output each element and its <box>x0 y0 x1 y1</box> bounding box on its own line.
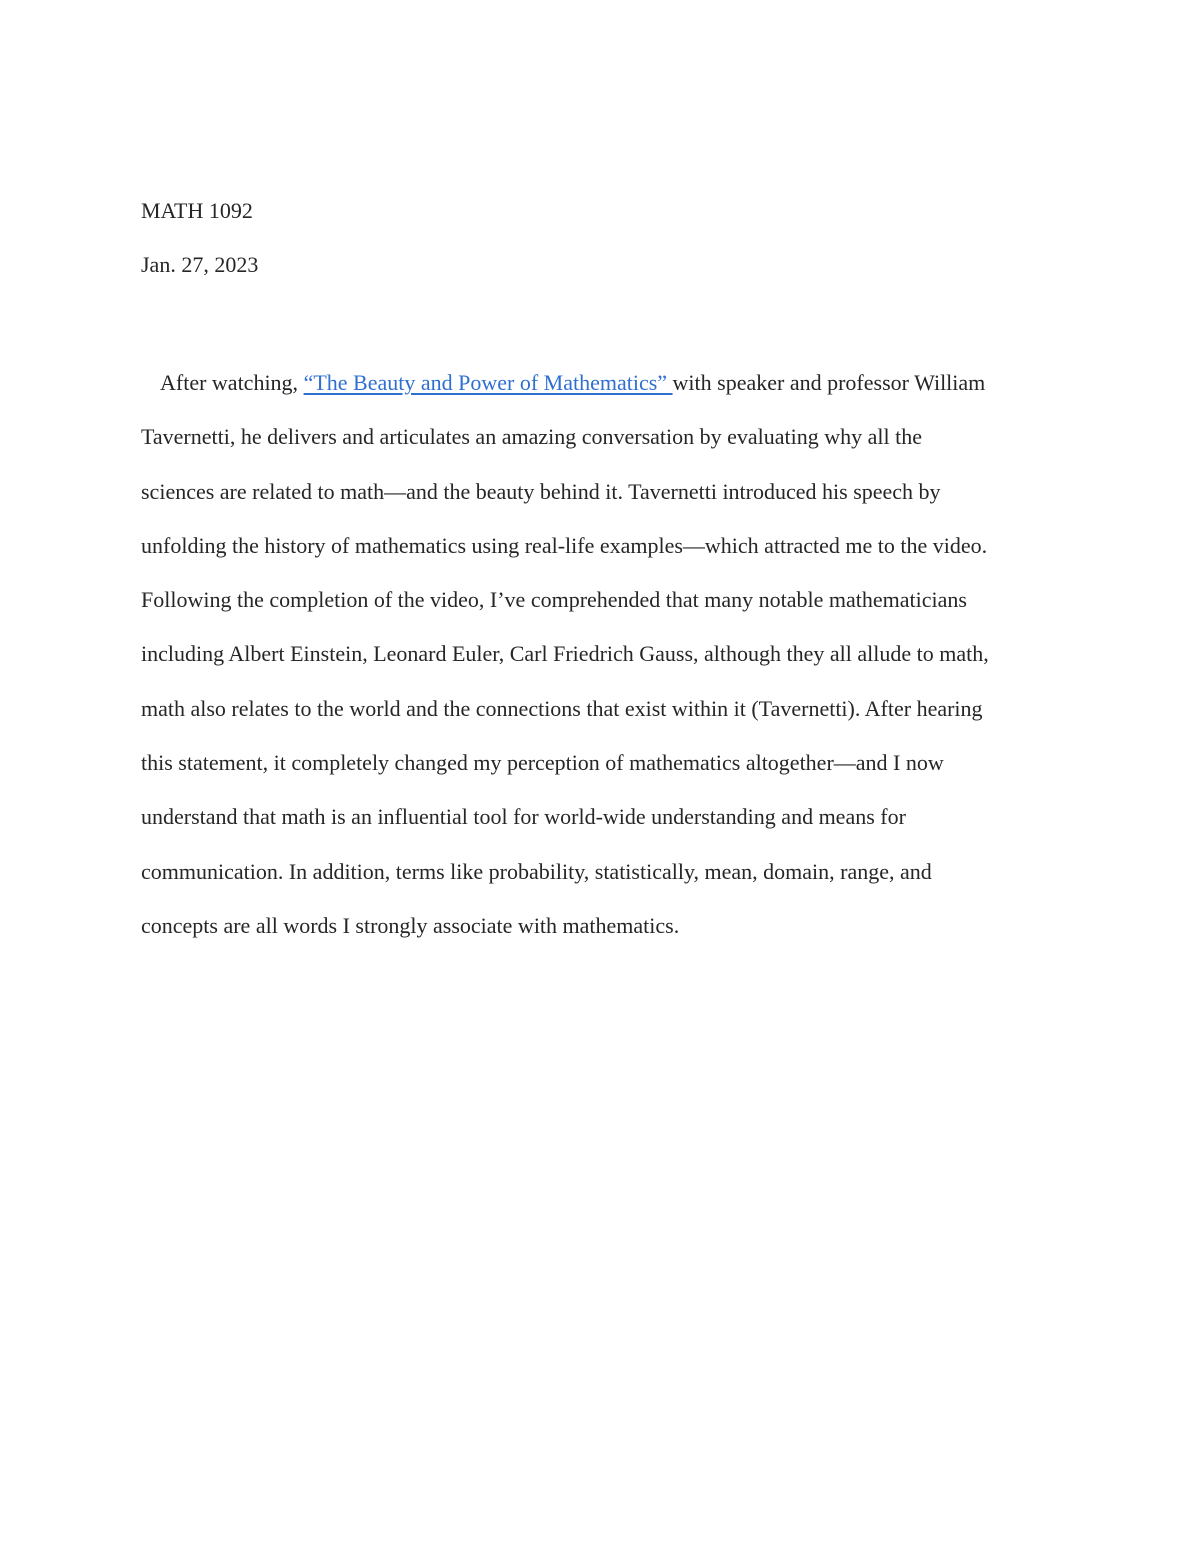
video-title-link[interactable]: “The Beauty and Power of Mathematics” <box>303 370 673 395</box>
paragraph-text: with speaker and professor William <box>672 370 986 395</box>
date-heading: Jan. 27, 2023 <box>141 252 259 277</box>
paragraph-line: Tavernetti, he delivers and articulates an amazing conversation by evaluating why all the <box>141 424 922 450</box>
paragraph-line: unfolding the history of mathematics using real-life examples—which attracted me to the video. <box>141 532 988 558</box>
paragraph-line: math also relates to the world and the connections that exist within it (Tavernetti). After hearing <box>141 695 983 721</box>
paragraph-line: sciences are related to math—and the beauty behind it. Tavernetti introduced his speech by <box>141 478 941 504</box>
course-heading: MATH 1092 <box>141 198 253 223</box>
paragraph-text: After watching, <box>160 370 304 395</box>
essay-paragraph <box>141 356 1061 953</box>
paragraph-line: Following the completion of the video, I’ve comprehended that many notable mathematicians <box>141 587 967 613</box>
paragraph-line: communication. In addition, terms like probability, statistically, mean, domain, range, and <box>141 858 932 884</box>
paragraph-line: this statement, it completely changed my perception of mathematics altogether—and I now <box>141 750 944 776</box>
paragraph-line <box>141 356 1061 410</box>
paragraph-line: understand that math is an influential tool for world-wide understanding and means for <box>141 804 906 830</box>
paragraph-line: including Albert Einstein, Leonard Euler, Carl Friedrich Gauss, although they all allude to math, <box>141 641 989 667</box>
paragraph-line: concepts are all words I strongly associate with mathematics. <box>141 912 680 938</box>
